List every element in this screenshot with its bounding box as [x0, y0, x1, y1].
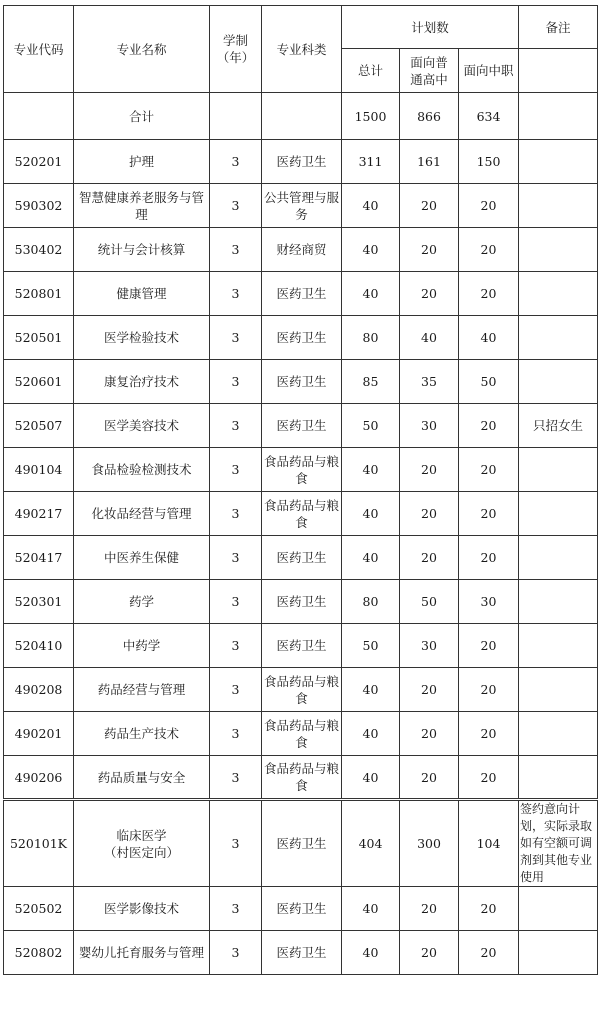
cell-total: 404 [342, 800, 400, 887]
header-note: 备注 [519, 6, 598, 49]
cell-vocational: 20 [459, 668, 519, 712]
cell-general: 20 [400, 887, 459, 931]
cell-vocational: 20 [459, 931, 519, 975]
cell-vocational: 20 [459, 448, 519, 492]
cell-years: 3 [210, 712, 262, 756]
cell-general: 30 [400, 404, 459, 448]
cell-total: 40 [342, 448, 400, 492]
cell-years: 3 [210, 887, 262, 931]
cell-total: 40 [342, 492, 400, 536]
cell-years: 3 [210, 184, 262, 228]
cell-code: 520301 [4, 580, 74, 624]
header-vocational: 面向中职 [459, 49, 519, 93]
cell-code: 530402 [4, 228, 74, 272]
cell-general: 20 [400, 712, 459, 756]
cell-years: 3 [210, 580, 262, 624]
cell-name: 药品经营与管理 [74, 668, 210, 712]
header-category: 专业科类 [262, 6, 342, 93]
cell-name: 智慧健康养老服务与管理 [74, 184, 210, 228]
cell-code: 520802 [4, 931, 74, 975]
summary-row [4, 93, 598, 140]
header-row [4, 6, 598, 49]
cell-total: 80 [342, 580, 400, 624]
cell-years: 3 [210, 448, 262, 492]
cell-name: 婴幼儿托育服务与管理 [74, 931, 210, 975]
cell-total: 311 [342, 140, 400, 184]
cell-general: 40 [400, 316, 459, 360]
cell-total: 40 [342, 931, 400, 975]
table-row [4, 316, 598, 360]
cell-note [519, 360, 598, 404]
cell-category: 医药卫生 [262, 536, 342, 580]
cell-category: 食品药品与粮食 [262, 448, 342, 492]
cell-general: 20 [400, 448, 459, 492]
cell-code: 520601 [4, 360, 74, 404]
table-row [4, 536, 598, 580]
cell-name: 统计与会计核算 [74, 228, 210, 272]
cell-name: 食品检验检测技术 [74, 448, 210, 492]
cell-general: 20 [400, 184, 459, 228]
table-row [4, 931, 598, 975]
cell-years: 3 [210, 800, 262, 887]
cell-years: 3 [210, 316, 262, 360]
table-row [4, 448, 598, 492]
cell-category: 食品药品与粮食 [262, 756, 342, 800]
table-row [4, 404, 598, 448]
cell-years: 3 [210, 668, 262, 712]
cell-years: 3 [210, 492, 262, 536]
cell-vocational: 20 [459, 756, 519, 800]
cell-code: 520507 [4, 404, 74, 448]
summary-category [262, 93, 342, 140]
cell-name: 医学影像技术 [74, 887, 210, 931]
cell-note [519, 712, 598, 756]
cell-category: 食品药品与粮食 [262, 492, 342, 536]
cell-code: 590302 [4, 184, 74, 228]
cell-note [519, 316, 598, 360]
cell-total: 40 [342, 712, 400, 756]
cell-name: 医学美容技术 [74, 404, 210, 448]
summary-years [210, 93, 262, 140]
cell-vocational: 20 [459, 272, 519, 316]
cell-name: 药学 [74, 580, 210, 624]
cell-vocational: 20 [459, 404, 519, 448]
summary-total: 1500 [342, 93, 400, 140]
cell-category: 医药卫生 [262, 887, 342, 931]
cell-vocational: 50 [459, 360, 519, 404]
cell-note [519, 228, 598, 272]
cell-total: 40 [342, 668, 400, 712]
table-row [4, 228, 598, 272]
cell-vocational: 20 [459, 536, 519, 580]
cell-years: 3 [210, 272, 262, 316]
cell-code: 520417 [4, 536, 74, 580]
cell-years: 3 [210, 536, 262, 580]
cell-vocational: 30 [459, 580, 519, 624]
cell-vocational: 20 [459, 712, 519, 756]
cell-note [519, 580, 598, 624]
summary-general: 866 [400, 93, 459, 140]
cell-category: 公共管理与服务 [262, 184, 342, 228]
cell-years: 3 [210, 140, 262, 184]
header-code: 专业代码 [4, 6, 74, 93]
cell-general: 161 [400, 140, 459, 184]
table-row [4, 140, 598, 184]
cell-code: 520502 [4, 887, 74, 931]
cell-note [519, 756, 598, 800]
cell-years: 3 [210, 404, 262, 448]
cell-general: 300 [400, 800, 459, 887]
enrollment-plan-table [3, 5, 598, 975]
cell-total: 40 [342, 756, 400, 800]
cell-name: 临床医学 （村医定向） [74, 800, 210, 887]
cell-note [519, 668, 598, 712]
table-row [4, 624, 598, 668]
cell-category: 医药卫生 [262, 624, 342, 668]
cell-code: 520801 [4, 272, 74, 316]
cell-category: 食品药品与粮食 [262, 712, 342, 756]
cell-code: 520101K [4, 800, 74, 887]
cell-note [519, 624, 598, 668]
cell-note [519, 492, 598, 536]
cell-note [519, 931, 598, 975]
cell-name: 药品生产技术 [74, 712, 210, 756]
cell-note: 只招女生 [519, 404, 598, 448]
cell-general: 20 [400, 931, 459, 975]
table-row [4, 800, 598, 887]
cell-name: 健康管理 [74, 272, 210, 316]
cell-general: 20 [400, 492, 459, 536]
cell-years: 3 [210, 228, 262, 272]
cell-vocational: 20 [459, 492, 519, 536]
table-row [4, 756, 598, 800]
cell-total: 50 [342, 624, 400, 668]
table-row [4, 360, 598, 404]
cell-vocational: 20 [459, 887, 519, 931]
cell-general: 20 [400, 228, 459, 272]
cell-vocational: 20 [459, 228, 519, 272]
cell-total: 40 [342, 536, 400, 580]
cell-total: 50 [342, 404, 400, 448]
cell-total: 40 [342, 272, 400, 316]
cell-note [519, 184, 598, 228]
cell-name: 医学检验技术 [74, 316, 210, 360]
header-years: 学制 （年） [210, 6, 262, 93]
cell-code: 490104 [4, 448, 74, 492]
cell-total: 40 [342, 887, 400, 931]
cell-code: 490208 [4, 668, 74, 712]
cell-total: 40 [342, 228, 400, 272]
table-row [4, 492, 598, 536]
cell-vocational: 40 [459, 316, 519, 360]
header-name: 专业名称 [74, 6, 210, 93]
cell-category: 医药卫生 [262, 316, 342, 360]
cell-category: 医药卫生 [262, 800, 342, 887]
cell-years: 3 [210, 624, 262, 668]
cell-category: 医药卫生 [262, 140, 342, 184]
cell-years: 3 [210, 360, 262, 404]
summary-label: 合计 [74, 93, 210, 140]
cell-category: 财经商贸 [262, 228, 342, 272]
cell-name: 中医养生保健 [74, 536, 210, 580]
cell-code: 520410 [4, 624, 74, 668]
cell-code: 490217 [4, 492, 74, 536]
cell-years: 3 [210, 931, 262, 975]
cell-name: 康复治疗技术 [74, 360, 210, 404]
cell-category: 医药卫生 [262, 931, 342, 975]
cell-category: 医药卫生 [262, 580, 342, 624]
header-general: 面向普通高中 [400, 49, 459, 93]
summary-code [4, 93, 74, 140]
table-row [4, 712, 598, 756]
cell-code: 520501 [4, 316, 74, 360]
cell-category: 食品药品与粮食 [262, 668, 342, 712]
header-note-blank [519, 49, 598, 93]
cell-name: 化妆品经营与管理 [74, 492, 210, 536]
cell-general: 20 [400, 756, 459, 800]
cell-vocational: 20 [459, 184, 519, 228]
table-row [4, 580, 598, 624]
cell-total: 85 [342, 360, 400, 404]
cell-note [519, 140, 598, 184]
cell-name: 药品质量与安全 [74, 756, 210, 800]
table-row [4, 184, 598, 228]
cell-total: 40 [342, 184, 400, 228]
cell-note [519, 272, 598, 316]
cell-code: 490206 [4, 756, 74, 800]
header-total: 总计 [342, 49, 400, 93]
cell-vocational: 20 [459, 624, 519, 668]
cell-note [519, 887, 598, 931]
cell-name: 中药学 [74, 624, 210, 668]
cell-note [519, 536, 598, 580]
cell-code: 520201 [4, 140, 74, 184]
cell-total: 80 [342, 316, 400, 360]
cell-general: 20 [400, 536, 459, 580]
cell-note [519, 448, 598, 492]
cell-code: 490201 [4, 712, 74, 756]
cell-name: 护理 [74, 140, 210, 184]
cell-general: 30 [400, 624, 459, 668]
table-row [4, 887, 598, 931]
summary-note [519, 93, 598, 140]
cell-general: 35 [400, 360, 459, 404]
table-row [4, 668, 598, 712]
cell-category: 医药卫生 [262, 360, 342, 404]
cell-vocational: 104 [459, 800, 519, 887]
cell-general: 50 [400, 580, 459, 624]
cell-years: 3 [210, 756, 262, 800]
cell-general: 20 [400, 272, 459, 316]
cell-category: 医药卫生 [262, 272, 342, 316]
cell-vocational: 150 [459, 140, 519, 184]
cell-general: 20 [400, 668, 459, 712]
summary-vocational: 634 [459, 93, 519, 140]
table-row [4, 272, 598, 316]
header-plan: 计划数 [342, 6, 519, 49]
cell-note: 签约意向计划，实际录取如有空额可调剂到其他专业使用 [519, 800, 598, 887]
cell-category: 医药卫生 [262, 404, 342, 448]
